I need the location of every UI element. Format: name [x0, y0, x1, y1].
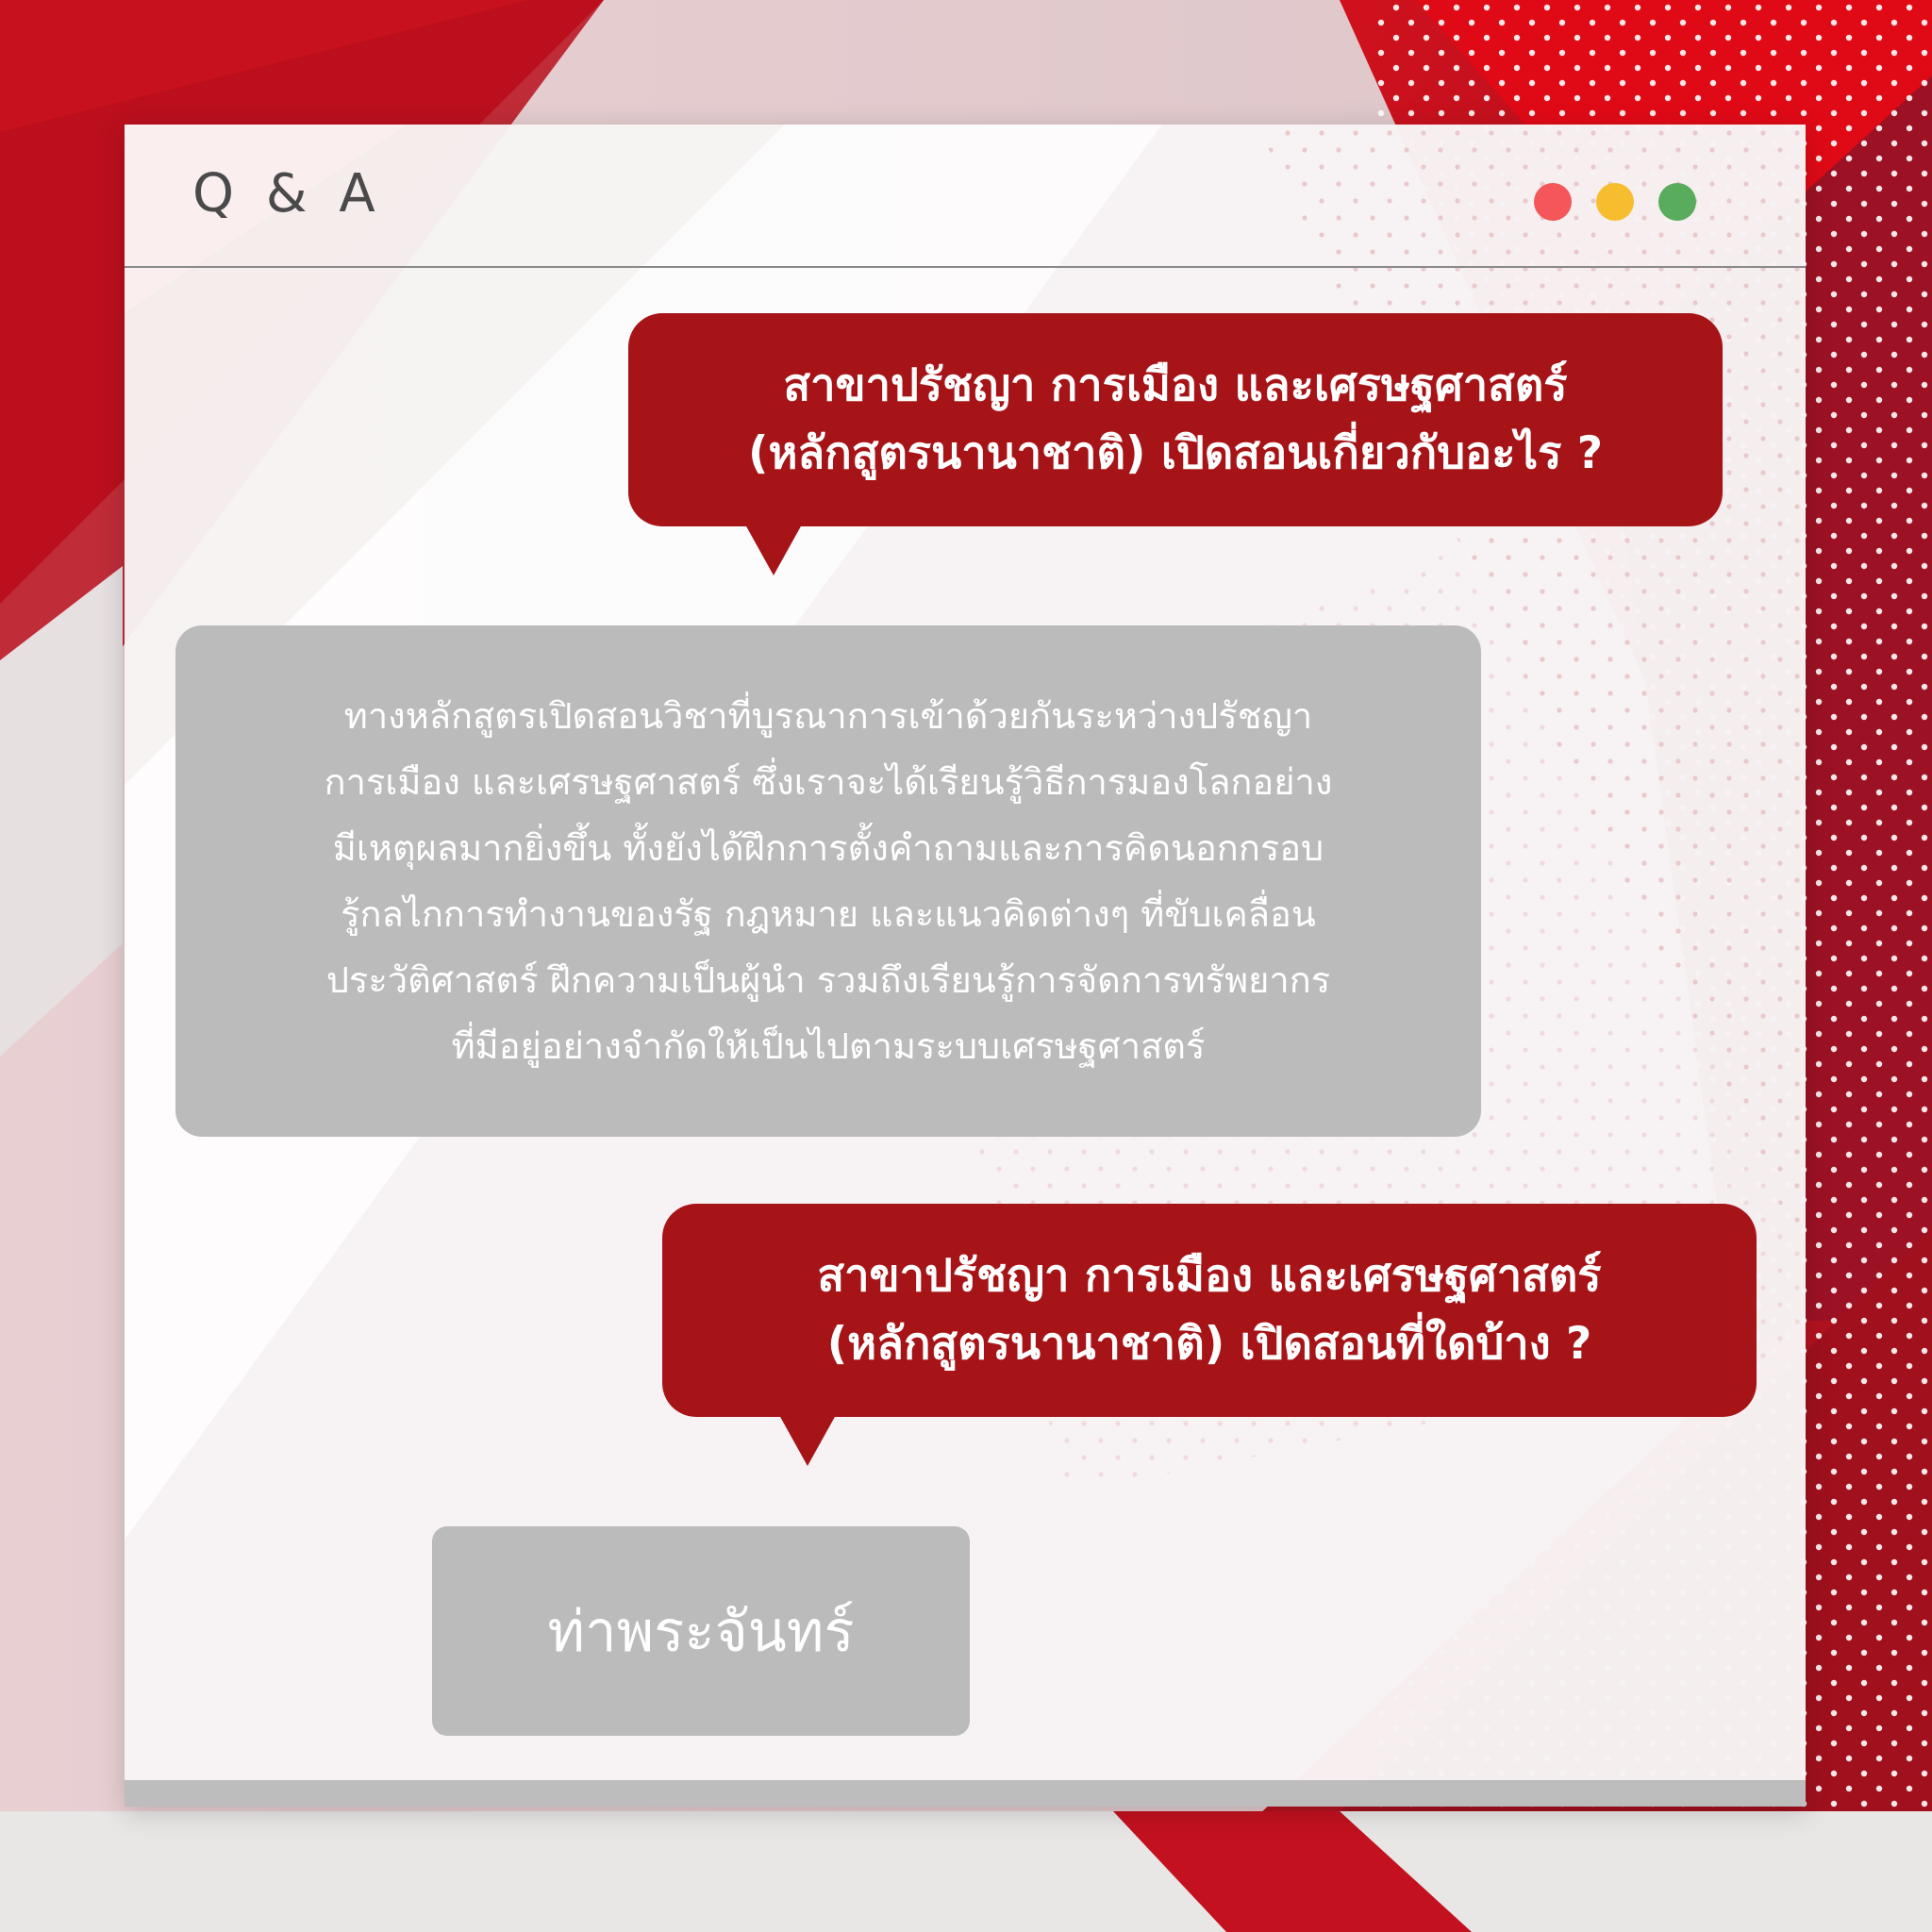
question-bubble-1	[628, 313, 1723, 526]
maximize-dot-icon	[1658, 183, 1696, 221]
question-bubble-2	[662, 1204, 1757, 1417]
minimize-dot-icon	[1596, 183, 1634, 221]
window-titlebar	[125, 125, 1806, 268]
answer-text-2: ท่าพระจันทร์	[547, 1598, 855, 1665]
window-title: Q & A	[192, 163, 383, 225]
answer-bubble-2	[432, 1526, 970, 1736]
speech-tail-1	[745, 525, 802, 575]
close-dot-icon	[1534, 183, 1572, 221]
question-text-1: สาขาปรัชญา การเมือง และเศรษฐศาสตร์ (หลักสูตรนานาชาติ) เปิดสอนเกี่ยวกับอะไร ?	[747, 359, 1604, 479]
question-text-2: สาขาปรัชญา การเมือง และเศรษฐศาสตร์ (หลักสูตรนานาชาติ) เปิดสอนที่ใดบ้าง ?	[817, 1250, 1602, 1370]
qa-window	[125, 125, 1806, 1807]
answer-bubble-1	[175, 625, 1481, 1137]
window-bottom-bar	[125, 1780, 1806, 1807]
speech-tail-2	[779, 1415, 836, 1466]
answer-text-1: ทางหลักสูตรเปิดสอนวิชาที่บูรณาการเข้าด้วยกันระหว่างปรัชญา การเมือง และเศรษฐศาสตร์ ซึ่งเราจะได้เรียนรู้วิธีการมองโลกอย่าง มีเหตุผลมากยิ่งขึ้น ทั้งยังได้ฝึกการตั้งคำถามและการคิดนอกกรอบ รู้กลไกการทำงานของรัฐ กฎหมาย และแนวคิดต่างๆ ที่ขับเคลื่อน ประวัติศาสตร์ ฝึกความเป็นผู้นำ รวมถึงเรียนรู้การจัดการทรัพยากร ที่มีอยู่อย่างจำกัดให้เป็นไปตามระบบเศรษฐศาสตร์	[324, 695, 1333, 1067]
